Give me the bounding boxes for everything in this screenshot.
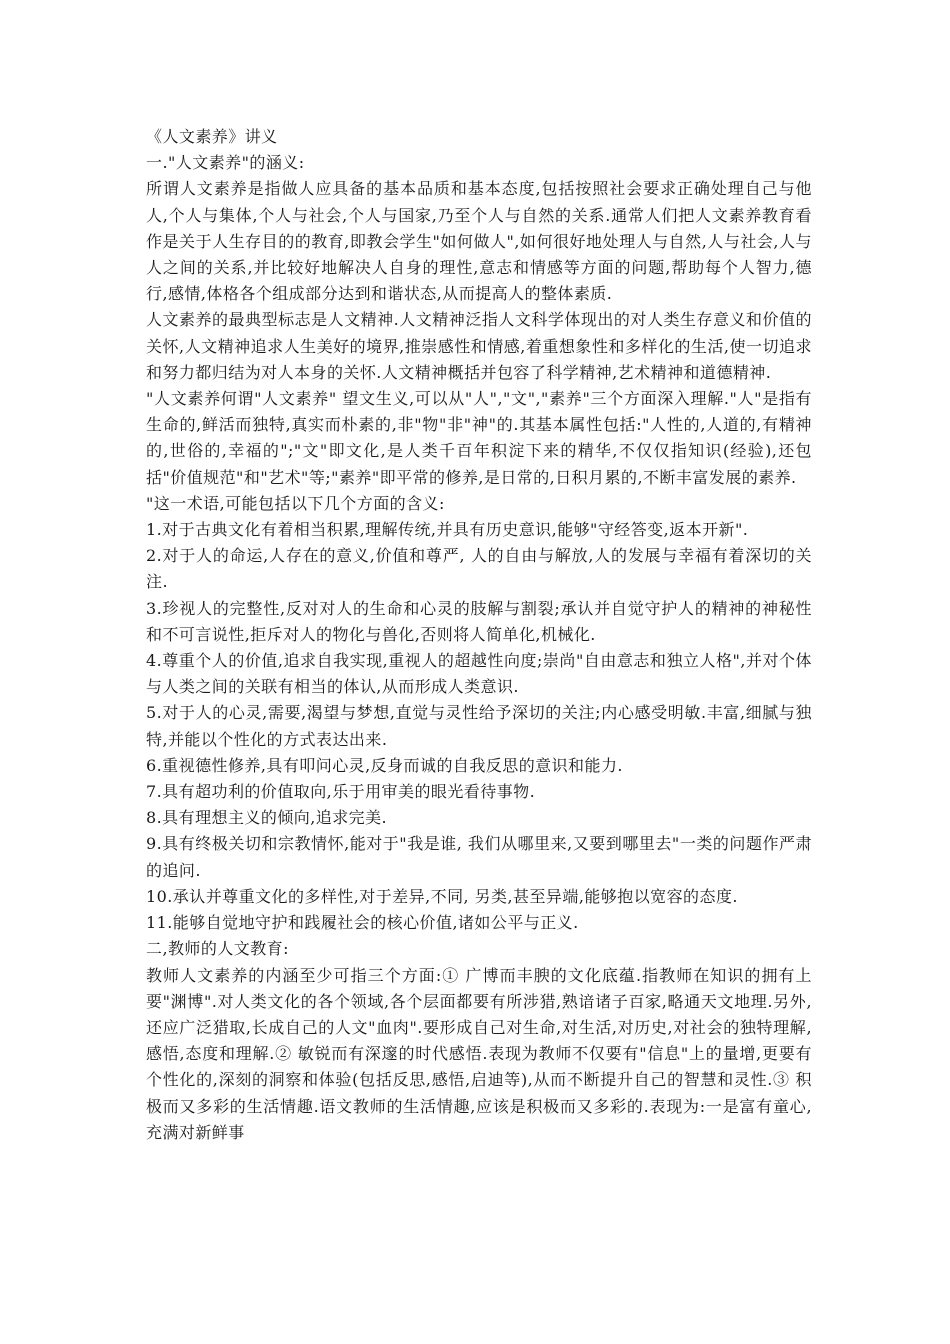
list-item-1: 1.对于古典文化有着相当积累,理解传统,并具有历史意识,能够"守经答变,返本开新".: [146, 520, 749, 540]
list-item-5: 5.对于人的心灵,需要,渴望与梦想,直觉与灵性给予深切的关注;内心感受明敏.丰富,细腻与独 特,并能以个性化的方式表达出来.: [146, 703, 812, 749]
list-item-6: 6.重视德性修养,具有叩问心灵,反身而诚的自我反思的意识和能力.: [146, 755, 623, 775]
list-item-2: 2.对于人的命运,人存在的意义,价值和尊严, 人的自由与解放,人的发展与幸福有着深切的关注.: [146, 546, 812, 592]
list-item-10: 10.承认并尊重文化的多样性,对于差异,不同, 另类,甚至异端,能够抱以宽容的态度.: [146, 886, 738, 906]
paragraph-definition: 所谓人文素养是指做人应具备的基本品质和基本态度,包括按照社会要求正确处理自己与他人,个人与集体,个人与社会,个人与国家,乃至个人与自然的关系.通常人们把人文素养教育看作是关于人生存目的的教育,即教会学生"如何做人",如何很好地处理人与自然,人与社会,人与人之间的关系,并比较好地解决人自身的理性,意志和情感等方面的问题,帮助每个人智力,德行,感情,体格各个组成部分达到和谐状态,从而提高人的整体素质.: [146, 179, 812, 304]
document-body: [146, 124, 812, 1146]
list-item-3: 3.珍视人的完整性,反对对人的生命和心灵的肢解与割裂;承认并自觉守护人的精神的神秘性和不可言说性,拒斥对人的物化与兽化,否则将人简单化,机械化.: [146, 598, 812, 644]
paragraph-meaning: "人文素养何谓"人文素养" 望文生义,可以从"人","文","素养"三个方面深入理解."人"是指有生命的,鲜活而独特,真实而朴素的,非"物"非"神"的.其基本属性包括:"人性的,人道的,有精神的,世俗的,幸福的";"文"即文化,是人类千百年积淀下来的精华,不仅仅指知识(经验),还包括"价值规范"和"艺术"等;"素养"即平常的修养,是日常的,日积月累的,不断丰富发展的素养.: [146, 389, 812, 487]
list-item-4: 4.尊重个人的价值,追求自我实现,重视人的超越性向度;崇尚"自由意志和独立人格",并对个体与人类之间的关联有相当的体认,从而形成人类意识.: [146, 651, 812, 697]
paragraph-humanistic-spirit: 人文素养的最典型标志是人文精神.人文精神泛指人文科学体现出的对人类生存意义和价值的关怀,人文精神追求人生美好的境界,推崇感性和情感,着重想象性和多样化的生活,使一切追求和努力都归结为对人本身的关怀.人文精神概括并包容了科学精神,艺术精神和道德精神.: [146, 310, 812, 382]
list-item-11: 11.能够自觉地守护和践履社会的核心价值,诸如公平与正义.: [146, 913, 579, 933]
section-heading-1: 一."人文素养"的涵义:: [146, 153, 305, 173]
section-heading-2: 二,教师的人文教育:: [146, 939, 289, 959]
list-item-8: 8.具有理想主义的倾向,追求完美.: [146, 808, 388, 828]
paragraph-teacher-literacy: 教师人文素养的内涵至少可指三个方面:① 广博而丰腴的文化底蕴.指教师在知识的拥有上要"渊博".对人类文化的各个领域,各个层面都要有所涉猎,熟谙诸子百家,略通天文地理.另外,还应广泛猎取,长成自己的人文"血肉".要形成自己对生命,对生活,对历史,对社会的独特理解,感悟,态度和理解.② 敏锐而有深邃的时代感悟.表现为教师不仅要有"信息"上的量增,更要有个性化的,深刻的洞察和体验(包括反思,感悟,启迪等),从而不断提升自己的智慧和灵性.③ 积极而又多彩的生活情趣.语文教师的生活情趣,应该是积极而又多彩的.表现为:一是富有童心,充满对新鲜事: [146, 965, 812, 1142]
paragraph-term-intro: "这一术语,可能包括以下几个方面的含义:: [146, 493, 445, 513]
list-item-9: 9.具有终极关切和宗教情怀,能对于"我是谁, 我们从哪里来,又要到哪里去"一类的问题作严肃的追问.: [146, 834, 812, 880]
list-item-7: 7.具有超功利的价值取向,乐于用审美的眼光看待事物.: [146, 782, 536, 802]
document-title: 《人文素养》讲义: [146, 127, 278, 146]
